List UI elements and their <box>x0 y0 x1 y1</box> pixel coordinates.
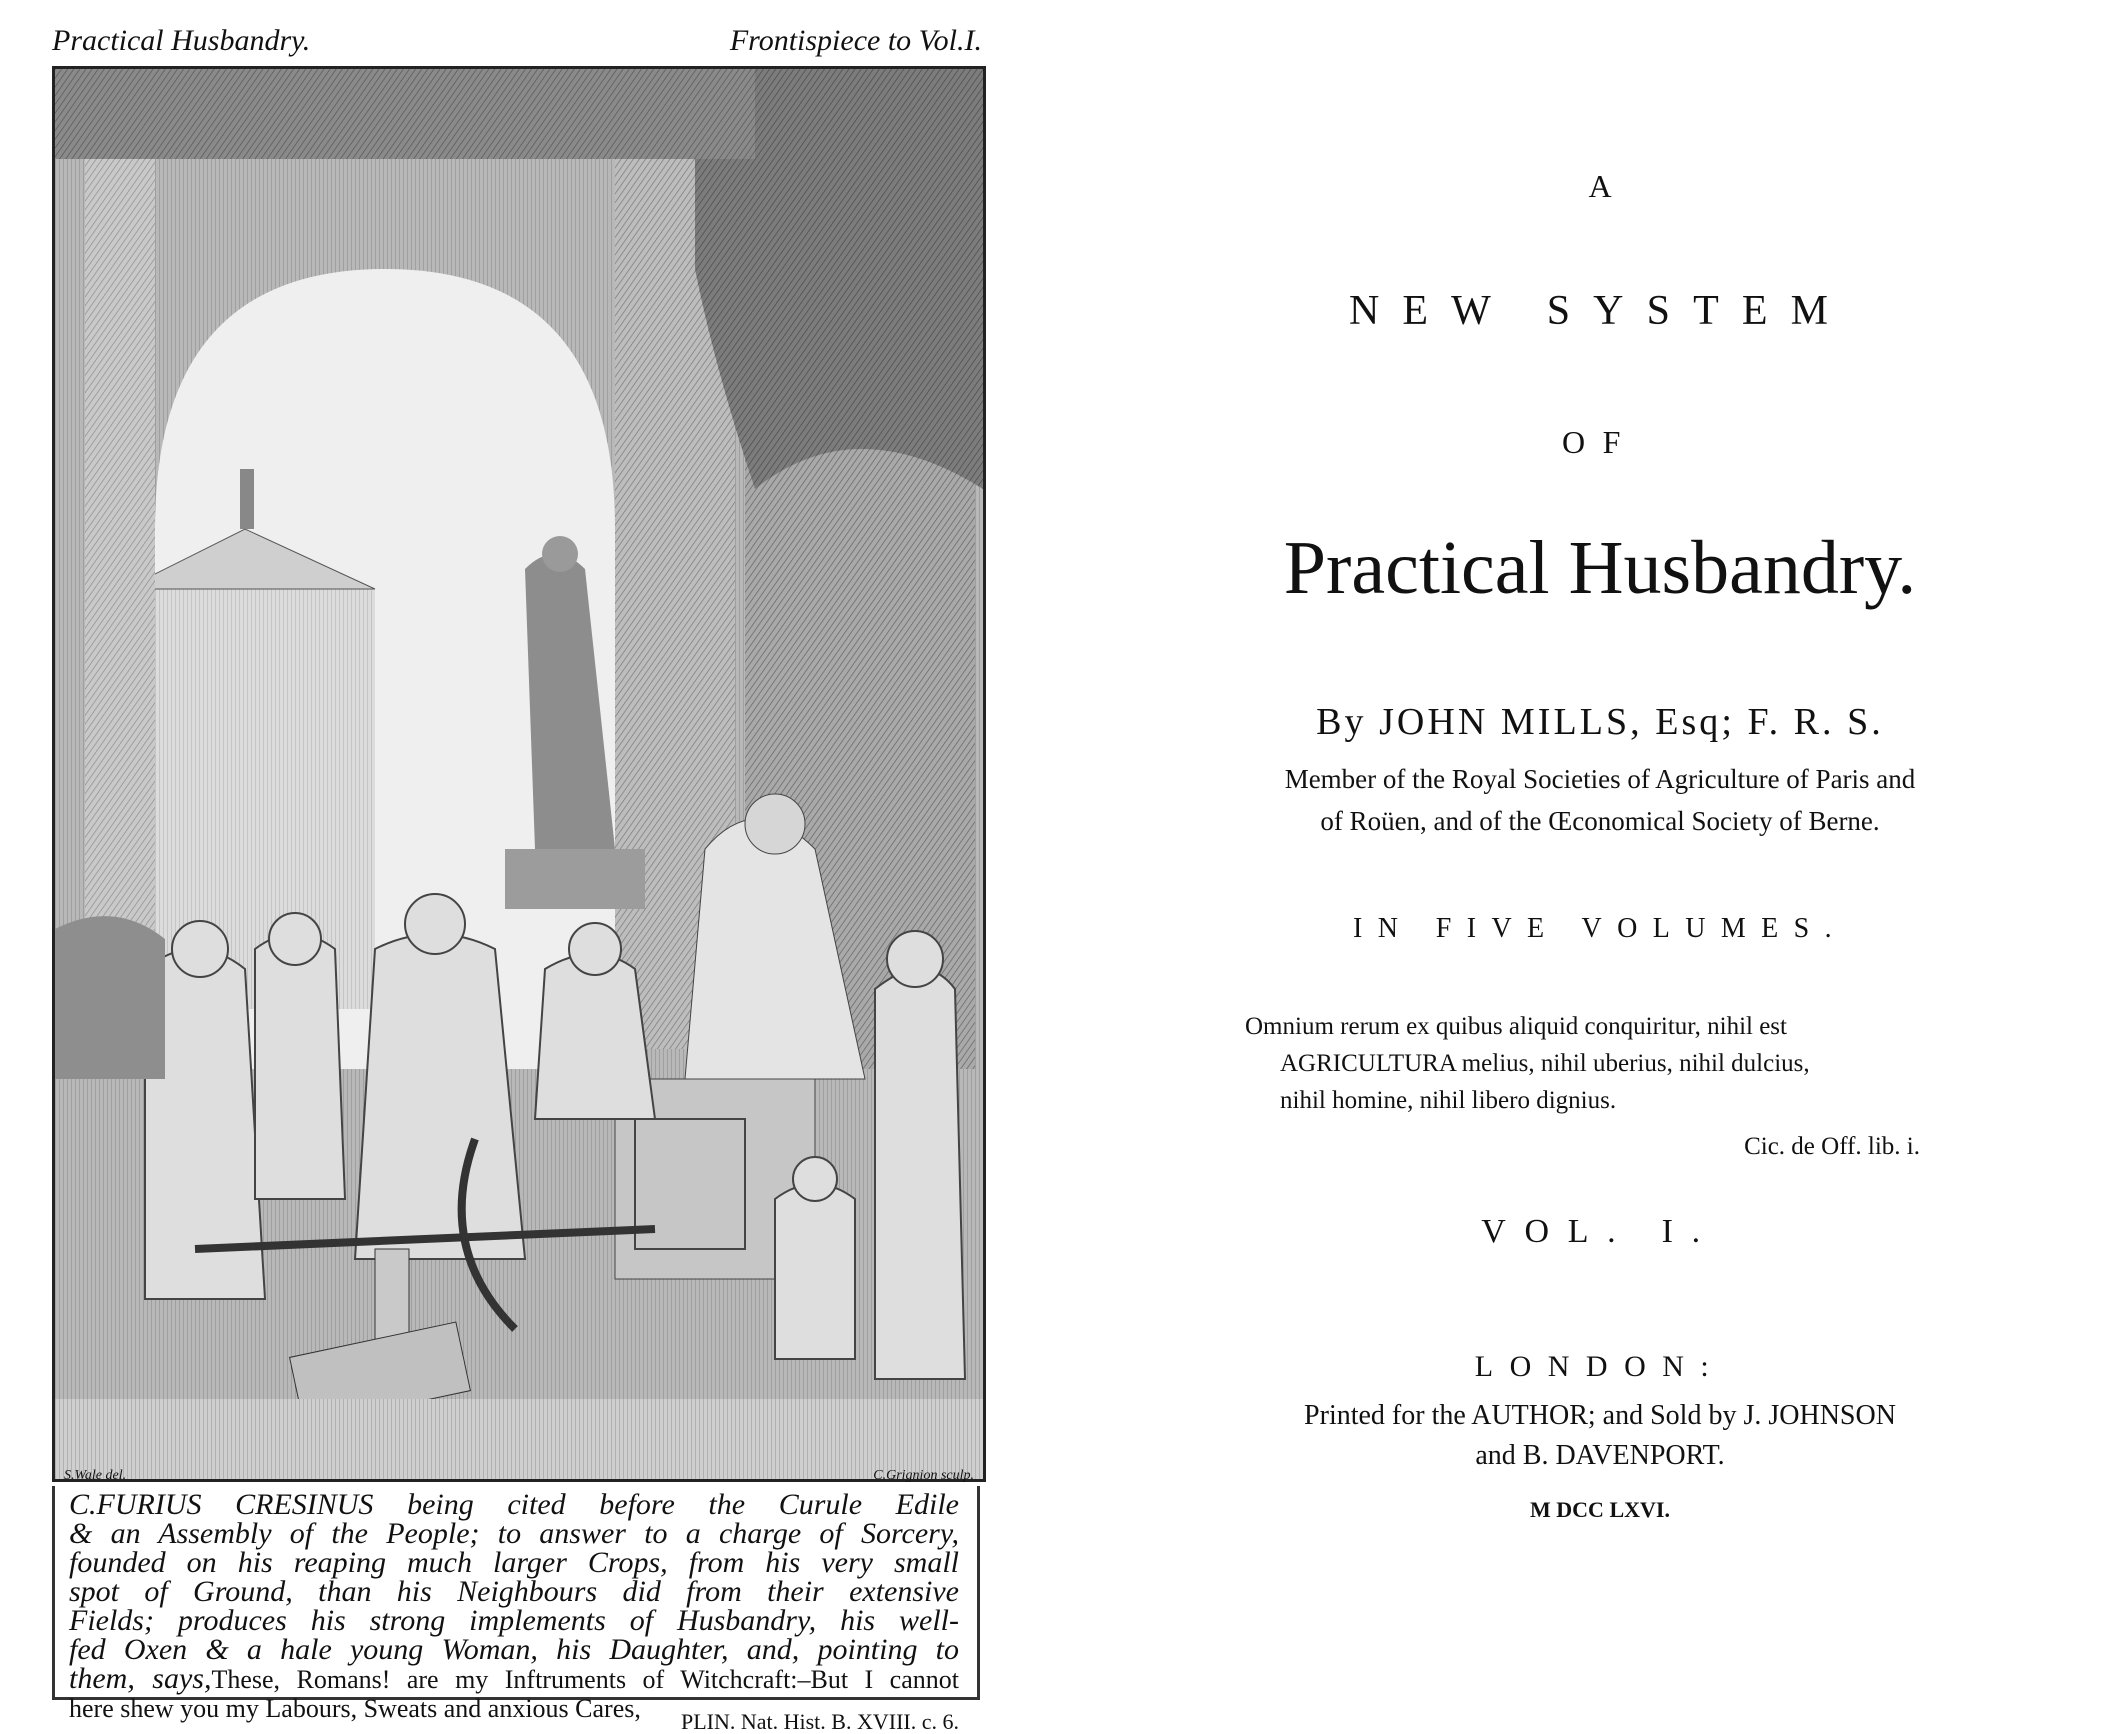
caption-quote-1: These, Romans! are my Inftruments of Witchcraft:–But I cannot <box>211 1665 959 1694</box>
plate-header-right: Frontispiece to Vol.I. <box>729 24 982 57</box>
caption-quote-2: here shew you my Labours, Sweats and anxious Cares, <box>69 1694 641 1723</box>
epigraph-line-2: AGRICULTURA melius, nihil uberius, nihil dulcius, <box>1280 1050 1810 1077</box>
caption-line: C.FURIUS CRESINUS being cited before the Curule Edile <box>69 1488 959 1521</box>
volume-number: VOL. I. <box>1481 1213 1719 1250</box>
epigraph-line-3: nihil homine, nihil libero dignius. <box>1280 1087 1617 1114</box>
caption-line <box>69 1664 959 1694</box>
membership-line-2: of Roüen, and of the Œconomical Society of Berne. <box>1320 806 1880 836</box>
caption-line: Fields; produces his strong implements of Husbandry, his well- <box>69 1604 959 1637</box>
caption-line: founded on his reaping much larger Crops, from his very small <box>69 1546 959 1579</box>
membership-line-1: Member of the Royal Societies of Agriculture of Paris and <box>1284 764 1916 794</box>
imprint-year: M DCC LXVI. <box>1530 1497 1670 1522</box>
plate-caption <box>52 1486 980 1734</box>
caption-line: spot of Ground, than his Neighbours did from their extensive <box>69 1575 959 1608</box>
author-line: By JOHN MILLS, Esq; F. R. S. <box>1316 701 1884 743</box>
book-title: Practical Husbandry. <box>1283 526 1917 610</box>
caption-line: & an Assembly of the People; to answer to a charge of Sorcery, <box>69 1517 959 1550</box>
title-article: A <box>1588 168 1612 204</box>
title-line-2: OF <box>1561 424 1639 460</box>
epigraph-line-1: Omnium rerum ex quibus aliquid conquiritur, nihil est <box>1245 1013 1787 1040</box>
title-line-1: NEW SYSTEM <box>1348 288 1852 334</box>
imprint-line-2: and B. DAVENPORT. <box>1475 1440 1725 1471</box>
frontispiece-engraving <box>52 66 986 1482</box>
imprint-place: LONDON: <box>1474 1350 1726 1383</box>
volumes-line: IN FIVE VOLUMES. <box>1353 913 1847 944</box>
plate-header-left: Practical Husbandry. <box>52 24 311 57</box>
engraving-illustration <box>55 69 983 1479</box>
caption-source: PLIN. Nat. Hist. B. XVIII. c. 6. <box>680 1709 959 1734</box>
caption-line: fed Oxen & a hale young Woman, his Daughter, and, pointing to <box>69 1633 959 1666</box>
engraver-credit: C.Grignion sculp. <box>873 1468 974 1483</box>
artist-credit: S.Wale del. <box>64 1468 127 1483</box>
epigraph-source: Cic. de Off. lib. i. <box>1744 1133 1920 1160</box>
caption-italic-tail: them, says, <box>69 1662 212 1695</box>
imprint-line-1: Printed for the AUTHOR; and Sold by J. JOHNSON <box>1304 1400 1896 1431</box>
